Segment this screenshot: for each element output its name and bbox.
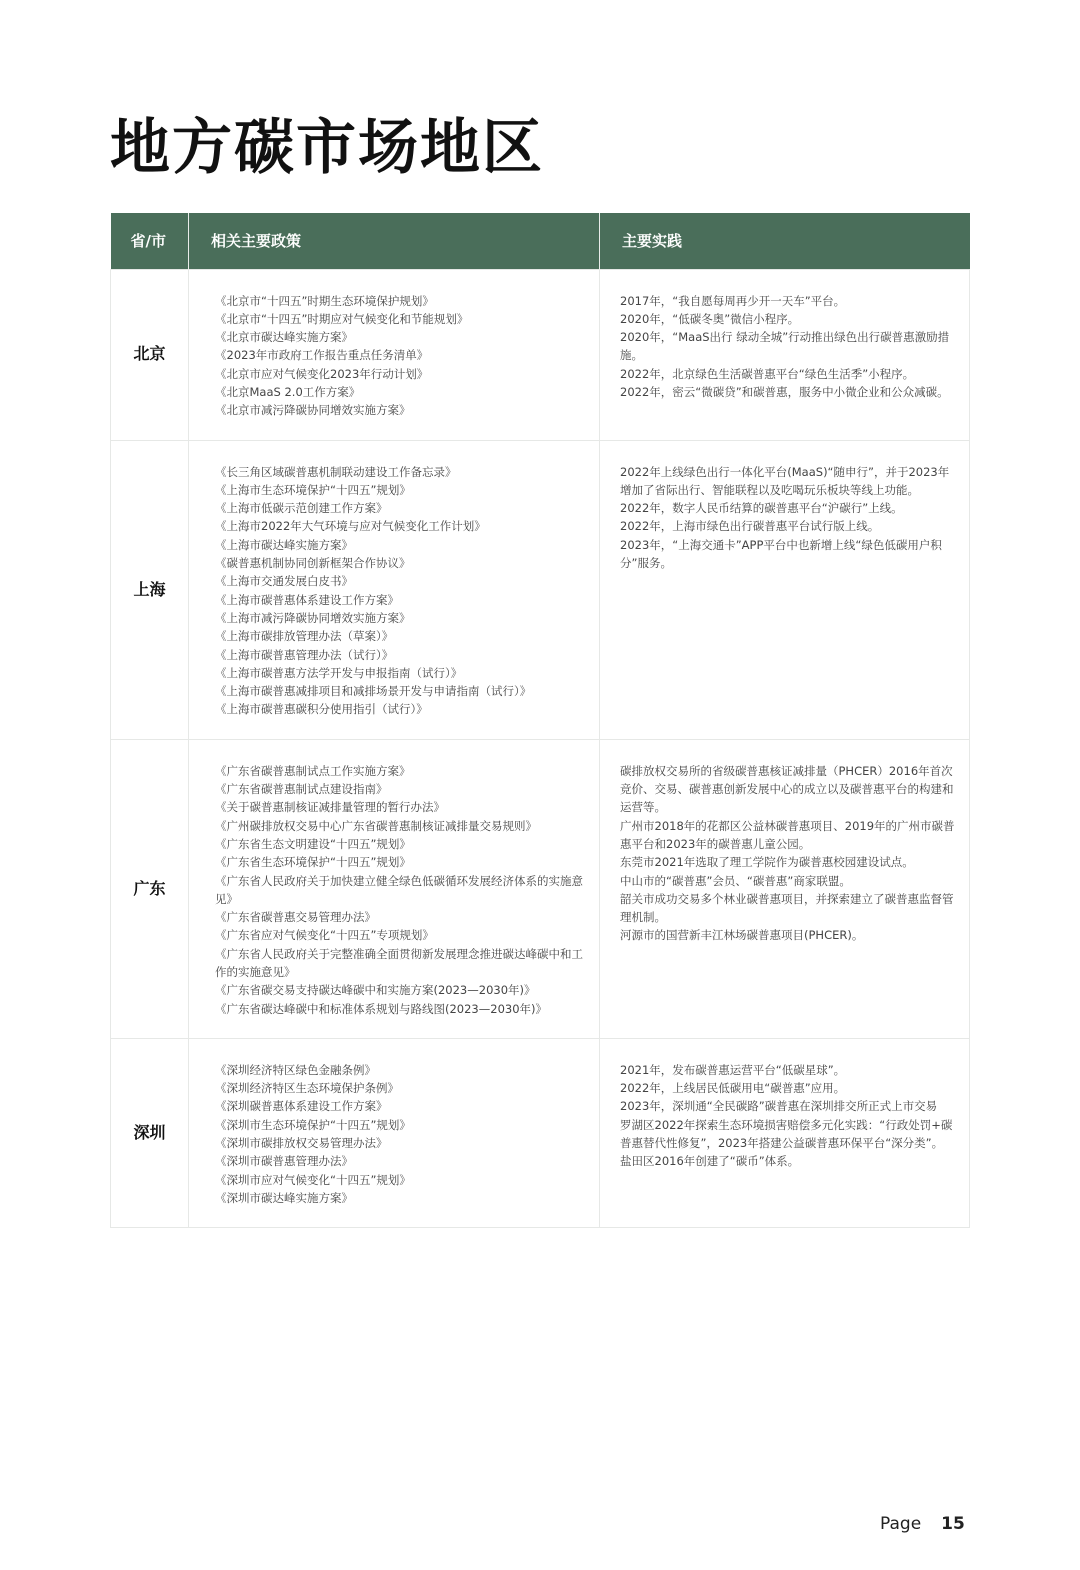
policy-item: 《深圳碳普惠体系建设工作方案》	[215, 1099, 388, 1114]
practice-item: 2020年，“低碳冬奥”微信小程序。	[620, 311, 800, 326]
policy-item: 《2023年市政府工作报告重点任务清单》	[215, 348, 429, 363]
region-cell: 上海	[111, 440, 189, 739]
policy-item: 《北京市“十四五”时期应对气候变化和节能规划》	[215, 311, 469, 326]
policy-item: 《深圳市碳普惠管理办法》	[215, 1154, 353, 1169]
practice-item: 2022年，上海市绿色出行碳普惠平台试行版上线。	[620, 519, 880, 534]
region-cell: 北京	[111, 269, 189, 440]
policy-item: 《上海市2022年大气环境与应对气候变化工作计划》	[215, 519, 486, 534]
policy-item: 《上海市碳排放管理办法（草案）》	[215, 629, 394, 644]
header-region: 省/市	[111, 213, 189, 269]
policy-item: 《深圳经济特区生态环境保护条例》	[215, 1081, 399, 1096]
policy-item: 《上海市碳普惠碳积分使用指引（试行）》	[215, 702, 428, 717]
policy-item: 《北京MaaS 2.0工作方案》	[215, 384, 361, 399]
practices-cell	[600, 440, 970, 739]
policy-item: 《上海市碳普惠方法学开发与申报指南（试行）》	[215, 665, 463, 680]
table-header-row	[111, 213, 970, 269]
policy-item: 《北京市碳达峰实施方案》	[215, 330, 353, 345]
practice-item: 韶关市成功交易多个林业碳普惠项目，并探索建立了碳普惠监督管理机制。	[620, 891, 954, 925]
policy-item: 《上海市生态环境保护“十四五”规划》	[215, 482, 411, 497]
practice-item: 2023年，深圳通“全民碳路”碳普惠在深圳排交所正式上市交易	[620, 1099, 938, 1114]
practice-item: 河源市的国营新丰江林场碳普惠项目(PHCER)。	[620, 928, 864, 943]
policy-item: 《深圳市生态环境保护“十四五”规划》	[215, 1117, 411, 1132]
policy-item: 《长三角区域碳普惠机制联动建设工作备忘录》	[215, 464, 457, 479]
policy-item: 《广东省人民政府关于加快建立健全绿色低碳循环发展经济体系的实施意见》	[215, 873, 583, 906]
practice-item: 东莞市2021年选取了理工学院作为碳普惠校园建设试点。	[620, 855, 914, 870]
page-label: Page	[880, 1514, 922, 1534]
header-policies: 相关主要政策	[189, 213, 600, 269]
policy-item: 《上海市碳达峰实施方案》	[215, 537, 353, 552]
header-practices: 主要实践	[600, 213, 970, 269]
practice-item: 广州市2018年的花都区公益林碳普惠项目、2019年的广州市碳普惠平台和2023年的碳普惠儿童公园。	[620, 818, 955, 851]
policy-item: 《广东省生态环境保护“十四五”规划》	[215, 855, 411, 870]
policies-cell	[189, 440, 600, 739]
policy-item: 《深圳市碳达峰实施方案》	[215, 1190, 353, 1205]
policies-cell	[189, 269, 600, 440]
policy-item: 《上海市碳普惠减排项目和减排场景开发与申请指南（试行）》	[215, 684, 532, 699]
table-row-shanghai	[111, 440, 970, 739]
policy-item: 《上海市交通发展白皮书》	[215, 574, 353, 589]
practice-item: 2022年，密云“微碳贷”和碳普惠，服务中小微企业和公众减碳。	[620, 384, 949, 399]
policies-cell	[189, 1038, 600, 1227]
table-row-guangdong	[111, 739, 970, 1038]
policy-item: 《广东省应对气候变化“十四五”专项规划》	[215, 928, 434, 943]
policy-item: 《北京市减污降碳协同增效实施方案》	[215, 403, 411, 418]
policy-item: 《上海市减污降碳协同增效实施方案》	[215, 610, 411, 625]
policy-item: 《广东省碳交易支持碳达峰碳中和实施方案(2023—2030年)》	[215, 983, 536, 998]
page-footer	[880, 1514, 965, 1534]
policies-cell	[189, 739, 600, 1038]
practice-item: 碳排放权交易所的省级碳普惠核证减排量（PHCER）2016年首次竞价、交易、碳普惠创新发展中心的成立以及碳普惠平台的构建和运营等。	[620, 763, 954, 815]
page-number: 15	[941, 1514, 965, 1534]
table-row-beijing	[111, 269, 970, 440]
policy-item: 《深圳市碳排放权交易管理办法》	[215, 1136, 388, 1151]
policy-item: 《广州碳排放权交易中心广东省碳普惠制核证减排量交易规则》	[215, 818, 537, 833]
practice-item: 2022年上线绿色出行一体化平台(MaaS)“随申行”，并于2023年增加了省际出行、智能联程以及吃喝玩乐板块等线上功能。	[620, 464, 950, 497]
policy-item: 《广东省人民政府关于完整准确全面贯彻新发展理念推进碳达峰碳中和工作的实施意见》	[215, 946, 583, 979]
policy-item: 《碳普惠机制协同创新框架合作协议》	[215, 556, 411, 571]
practice-item: 2021年，发布碳普惠运营平台“低碳星球”。	[620, 1062, 846, 1077]
policy-item: 《上海市碳普惠体系建设工作方案》	[215, 592, 399, 607]
page-title: 地方碳市场地区	[110, 113, 544, 183]
practices-cell	[600, 1038, 970, 1227]
policy-item: 《广东省碳达峰碳中和标准体系规划与路线图(2023—2030年)》	[215, 1001, 548, 1016]
policy-item: 《广东省碳普惠制试点工作实施方案》	[215, 763, 411, 778]
policy-table	[110, 213, 970, 1228]
practices-cell	[600, 739, 970, 1038]
policy-item: 《上海市碳普惠管理办法（试行）》	[215, 647, 394, 662]
table-row-shenzhen	[111, 1038, 970, 1227]
practice-item: 罗湖区2022年探索生态环境损害赔偿多元化实践：“行政处罚+碳普惠替代性修复”，2023年搭建公益碳普惠环保平台“深分类”。	[620, 1117, 953, 1151]
policy-item: 《深圳经济特区绿色金融条例》	[215, 1062, 376, 1077]
practice-item: 2022年，上线居民低碳用电“碳普惠”应用。	[620, 1081, 846, 1096]
practice-item: 2023年，“上海交通卡”APP平台中也新增上线“绿色低碳用户积分”服务。	[620, 537, 942, 571]
policy-item: 《北京市“十四五”时期生态环境保护规划》	[215, 293, 434, 308]
practice-item: 2020年，“MaaS出行 绿动全城”行动推出绿色出行碳普惠激励措施。	[620, 330, 950, 363]
practice-item: 2022年，北京绿色生活碳普惠平台“绿色生活季”小程序。	[620, 366, 915, 381]
region-cell: 深圳	[111, 1038, 189, 1227]
practice-item: 2022年，数字人民币结算的碳普惠平台“沪碳行”上线。	[620, 501, 903, 516]
policy-item: 《关于碳普惠制核证减排量管理的暂行办法》	[215, 800, 445, 815]
policy-item: 《广东省碳普惠制试点建设指南》	[215, 782, 388, 797]
policy-item: 《广东省碳普惠交易管理办法》	[215, 910, 376, 925]
policy-item: 《深圳市应对气候变化“十四五”规划》	[215, 1172, 411, 1187]
policy-item: 《北京市应对气候变化2023年行动计划》	[215, 366, 429, 381]
practice-item: 中山市的“碳普惠”会员、“碳普惠”商家联盟。	[620, 873, 851, 888]
practices-cell	[600, 269, 970, 440]
policy-item: 《上海市低碳示范创建工作方案》	[215, 501, 388, 516]
practice-item: 2017年，“我自愿每周再少开一天车”平台。	[620, 293, 846, 308]
practice-item: 盐田区2016年创建了“碳币”体系。	[620, 1154, 800, 1169]
policy-item: 《广东省生态文明建设“十四五”规划》	[215, 836, 411, 851]
region-cell: 广东	[111, 739, 189, 1038]
